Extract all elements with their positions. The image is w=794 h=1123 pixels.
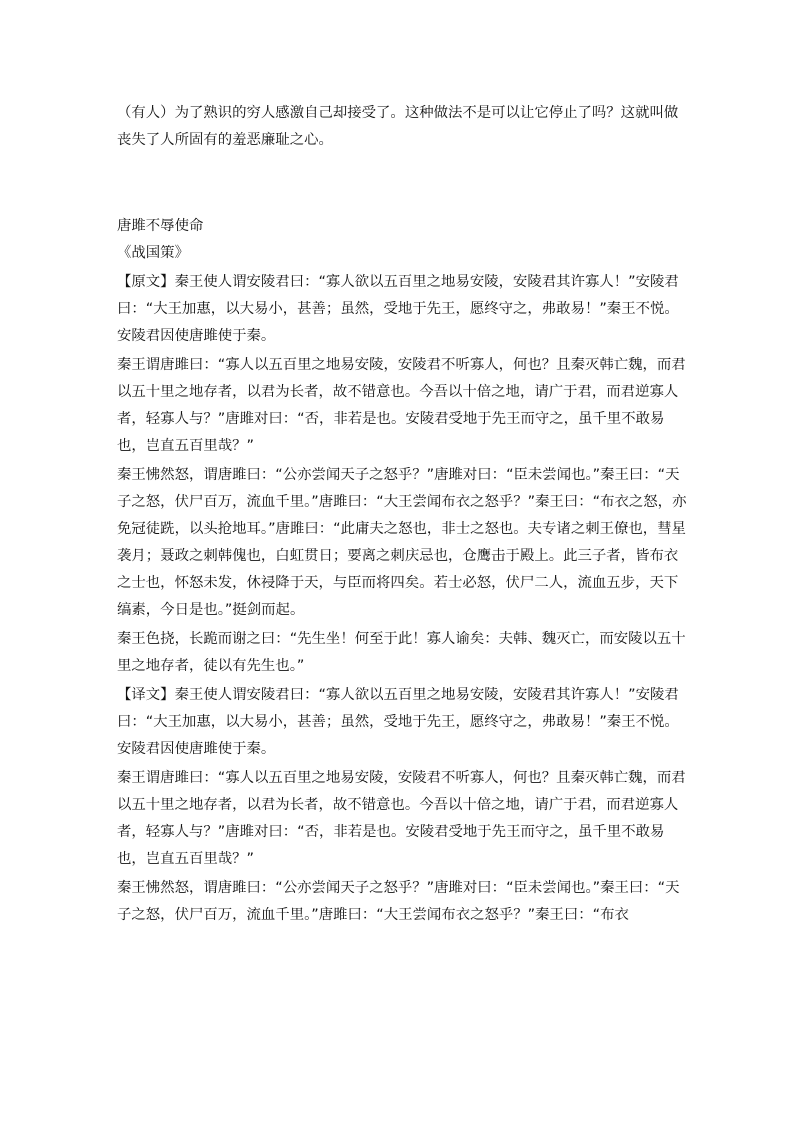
original-text-paragraph-1: 【原文】秦王使人谓安陵君曰：“寡人欲以五百里之地易安陵，安陵君其许寡人！”安陵君曰：“大王加惠，以大易小，甚善；虽然，受地于先王，愿终守之，弗敢易！”秦王不悦。安陵君因使唐雎使于秦。 [117, 274, 679, 344]
section-spacer [117, 154, 687, 213]
original-text-paragraph-4: 秦王色挠，长跪而谢之曰：“先生坐！何至于此！寡人谕矣：夫韩、魏灭亡，而安陵以五十里之地存者，徒以有先生也。” [117, 631, 686, 674]
translation-paragraph-2: 秦王谓唐雎曰：“寡人以五百里之地易安陵，安陵君不听寡人，何也？且秦灭韩亡魏，而君以五十里之地存者，以君为长者，故不错意也。今吾以十倍之地，请广于君，而君逆寡人者，轻寡人与？”唐雎对曰：“否，非若是也。安陵君受地于先王而守之，虽千里不敢易也，岂直五百里哉？” [117, 770, 686, 867]
source-title: 《战国策》 [117, 245, 189, 261]
translation-paragraph-3: 秦王怫然怒，谓唐雎曰：“公亦尝闻天子之怒乎？”唐雎对曰：“臣未尝闻也。”秦王曰：“天子之怒，伏尸百万，流血千里。”唐雎曰：“大王尝闻布衣之怒乎？”秦王曰：“布衣 [117, 880, 680, 923]
intro-paragraph: （有人）为了熟识的穷人感激自己却接受了。这种做法不是可以让它停止了吗？这就叫做丧失了人所固有的羞恶廉耻之心。 [117, 105, 679, 148]
section-title: 唐雎不辱使命 [117, 218, 204, 234]
original-text-paragraph-3: 秦王怫然怒，谓唐雎曰：“公亦尝闻天子之怒乎？”唐雎对曰：“臣未尝闻也。”秦王曰：“天子之怒，伏尸百万，流血千里。”唐雎曰：“大王尝闻布衣之怒乎？”秦王曰：“布衣之怒，亦免冠徒跣，以头抢地耳。”唐雎曰：“此庸夫之怒也，非士之怒也。夫专诸之刺王僚也，彗星袭月；聂政之刺韩傀也，白虹贯日；要离之刺庆忌也，仓鹰击于殿上。此三子者，皆布衣之士也，怀怒未发，休祲降于天，与臣而将四矣。若士必怒，伏尸二人，流血五步，天下缟素，今日是也。”挺剑而起。 [117, 467, 687, 618]
document-body [117, 100, 687, 929]
original-text-paragraph-2: 秦王谓唐雎曰：“寡人以五百里之地易安陵，安陵君不听寡人，何也？且秦灭韩亡魏，而君以五十里之地存者，以君为长者，故不错意也。今吾以十倍之地，请广于君，而君逆寡人者，轻寡人与？”唐雎对曰：“否，非若是也。安陵君受地于先王而守之，虽千里不敢易也，岂直五百里哉？” [117, 357, 686, 454]
translation-paragraph-1: 【译文】秦王使人谓安陵君曰：“寡人欲以五百里之地易安陵，安陵君其许寡人！”安陵君曰：“大王加惠，以大易小，甚善；虽然，受地于先王，愿终守之，弗敢易！”秦王不悦。安陵君因使唐雎使于秦。 [117, 687, 679, 757]
